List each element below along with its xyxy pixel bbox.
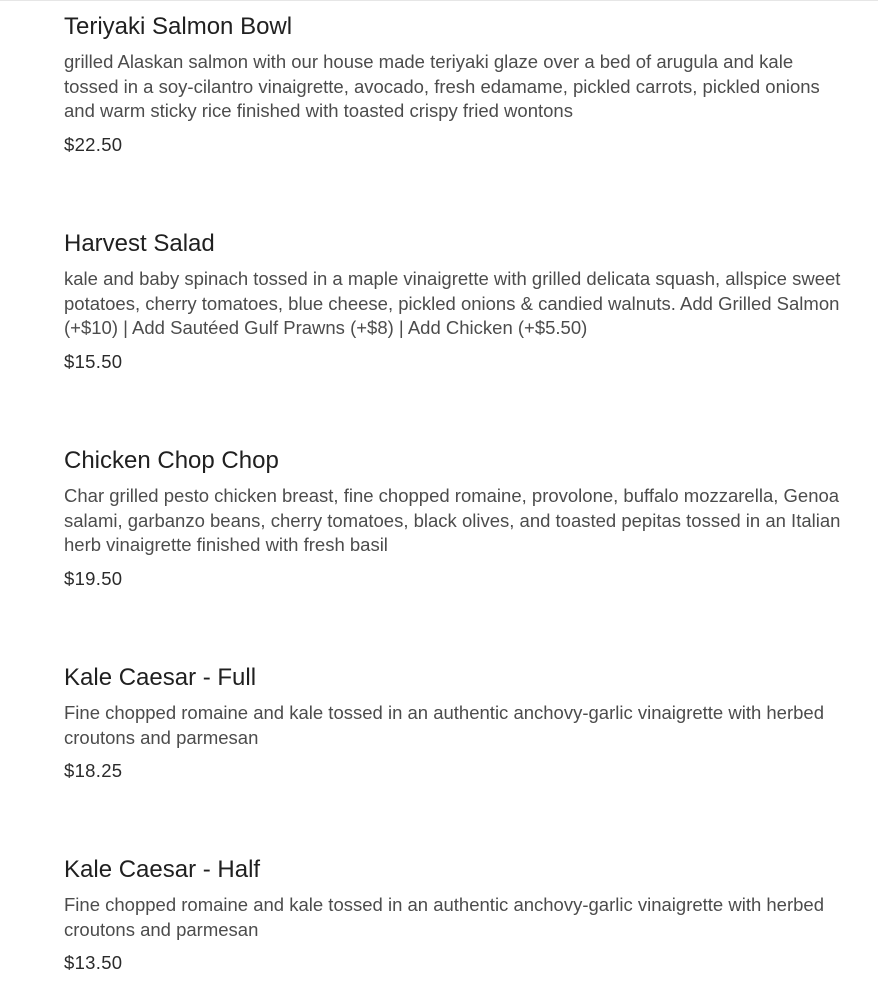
item-name: Kale Caesar - Half (64, 856, 261, 883)
menu-item-teriyaki-salmon-bowl[interactable] (64, 12, 854, 157)
menu-item-chicken-chop-chop[interactable] (64, 446, 854, 591)
item-description: Char grilled pesto chicken breast, fine chopped romaine, provolone, buffalo mozzarella, Genoa salami, garbanzo beans, cherry tomatoes, black olives, and toasted pepitas tossed in an Italian herb vinaigrette finished with fresh basil (64, 485, 841, 555)
menu-item-kale-caesar-full[interactable] (64, 663, 854, 783)
item-price: $18.25 (64, 760, 123, 781)
menu-item-harvest-salad[interactable] (64, 229, 854, 374)
top-divider (0, 0, 878, 1)
item-price: $15.50 (64, 350, 123, 372)
item-name: Kale Caesar - Full (64, 664, 257, 691)
item-price: $19.50 (64, 567, 123, 589)
item-description: kale and baby spinach tossed in a maple vinaigrette with grilled delicata squash, allspice sweet potatoes, cherry tomatoes, blue cheese, pickled onions & candied walnuts. Add Grilled Salmon (+$10) | Add Sautéed Gulf Prawns (+$8) | Add Chicken (+$5.50) (64, 268, 841, 338)
item-description: Fine chopped romaine and kale tossed in an authentic anchovy-garlic vinaigrette with herbed croutons and parmesan (64, 894, 824, 940)
item-name: Teriyaki Salmon Bowl (64, 13, 293, 40)
item-name: Harvest Salad (64, 230, 215, 257)
menu-item-kale-caesar-half[interactable] (64, 855, 854, 975)
item-description: grilled Alaskan salmon with our house made teriyaki glaze over a bed of arugula and kale tossed in a soy-cilantro vinaigrette, avocado, fresh edamame, pickled carrots, pickled onions and warm sticky rice finished with toasted crispy fried wontons (64, 51, 820, 121)
item-price: $13.50 (64, 952, 123, 973)
item-description: Fine chopped romaine and kale tossed in an authentic anchovy-garlic vinaigrette with herbed croutons and parmesan (64, 702, 824, 748)
item-name: Chicken Chop Chop (64, 447, 279, 474)
item-price: $22.50 (64, 133, 123, 155)
